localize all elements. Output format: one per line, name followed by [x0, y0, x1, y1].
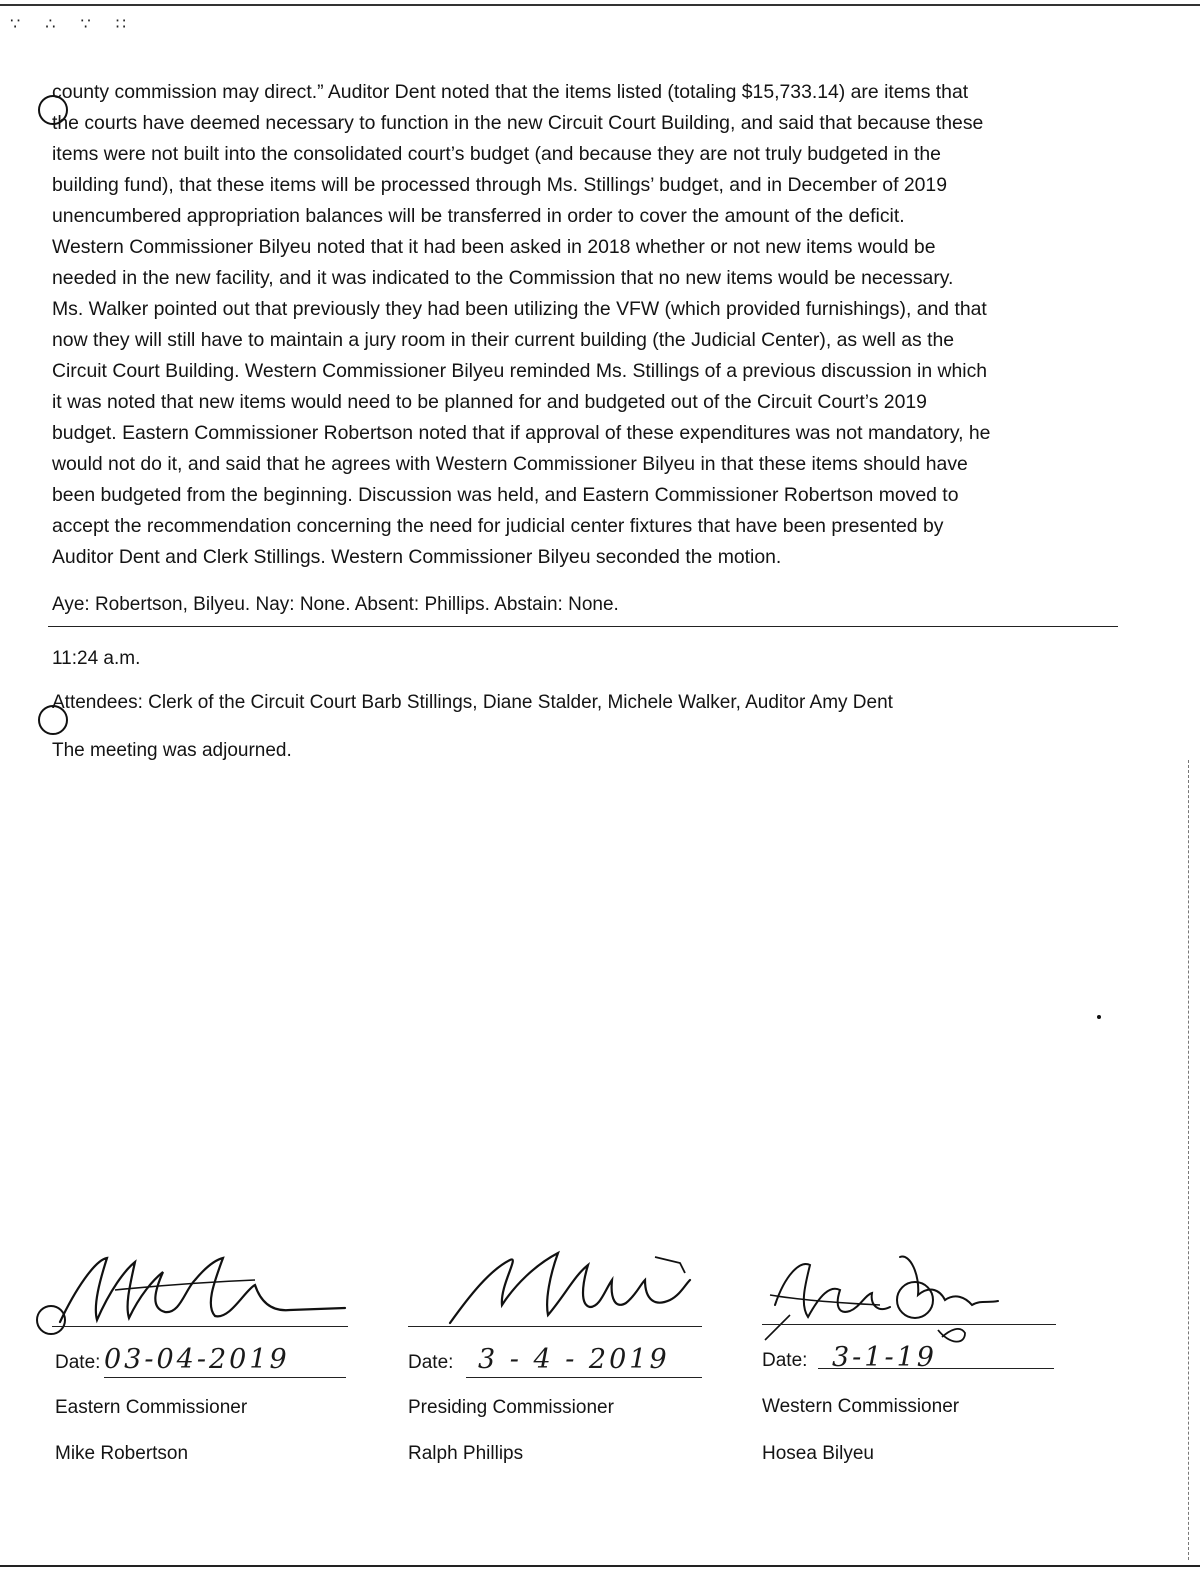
handwritten-date: 03-04-2019 [104, 1344, 290, 1375]
paragraph-line: unencumbered appropriation balances will be transferred in order to cover the amount of the deficit. [52, 205, 905, 227]
top-border [0, 4, 1200, 6]
signer-name: Hosea Bilyeu [762, 1443, 874, 1464]
stray-dot [1097, 1015, 1101, 1019]
paragraph-line: Auditor Dent and Clerk Stillings. Western Commissioner Bilyeu seconded the motion. [52, 546, 782, 568]
attendees-list: Attendees: Clerk of the Circuit Court Barb Stillings, Diane Stalder, Michele Walker, Auditor Amy Dent [52, 692, 893, 713]
paragraph-line: budget. Eastern Commissioner Robertson noted that if approval of these expenditures was not mandatory, he [52, 422, 991, 444]
paragraph-line: would not do it, and said that he agrees with Western Commissioner Bilyeu in that these items should have [52, 453, 968, 475]
signer-title: Western Commissioner [762, 1396, 960, 1417]
date-line [104, 1377, 346, 1378]
signature-line [408, 1326, 702, 1327]
paragraph-line: county commission may direct.” Auditor Dent noted that the items listed (totaling $15,733.14) are items that [52, 81, 969, 103]
vote-record: Aye: Robertson, Bilyeu. Nay: None. Absent: Phillips. Abstain: None. [52, 594, 619, 615]
paragraph-line: it was noted that new items would need to be planned for and budgeted out of the Circuit Court’s 2019 [52, 391, 927, 413]
paragraph-line: Circuit Court Building. Western Commissioner Bilyeu reminded Ms. Stillings of a previous discussion in which [52, 360, 988, 382]
date-line [466, 1377, 702, 1378]
page-edge-dashes [1188, 760, 1189, 1560]
paragraph-line: needed in the new facility, and it was indicated to the Commission that no new items would be necessary. [52, 267, 954, 289]
paragraph-line: Ms. Walker pointed out that previously they had been utilizing the VFW (which provided furnishings), and that [52, 298, 987, 320]
date-label: Date: [762, 1350, 808, 1371]
adjournment-note: The meeting was adjourned. [52, 740, 292, 761]
paragraph-line: the courts have deemed necessary to function in the new Circuit Court Building, and said that because these [52, 112, 984, 134]
date-label: Date: [408, 1352, 454, 1373]
paragraph-line: accept the recommendation concerning the need for judicial center fixtures that have been presented by [52, 515, 944, 537]
signer-title: Presiding Commissioner [408, 1397, 614, 1418]
date-line [818, 1368, 1054, 1369]
meeting-time: 11:24 a.m. [52, 648, 141, 669]
paragraph-line: now they will still have to maintain a jury room in their current building (the Judicial Center), as well as the [52, 329, 955, 351]
signature-phillips [440, 1245, 710, 1330]
minutes-paragraph [52, 77, 1120, 573]
signer-name: Mike Robertson [55, 1443, 189, 1464]
signer-title: Eastern Commissioner [55, 1397, 248, 1418]
paragraph-line: been budgeted from the beginning. Discussion was held, and Eastern Commissioner Robertson moved to [52, 484, 959, 506]
header-scan-marks: ∵ ∴ ∵ ∷ [10, 14, 136, 33]
paragraph-line: items were not built into the consolidated court’s budget (and because they are not truly budgeted in the [52, 143, 941, 165]
bottom-border [0, 1565, 1200, 1567]
signature-line [762, 1324, 1056, 1325]
signature-robertson [55, 1250, 355, 1330]
handwritten-date: 3 - 4 - 2019 [478, 1344, 670, 1375]
signature-line [52, 1326, 348, 1327]
signature-bilyeu [760, 1245, 1020, 1355]
date-label: Date: [55, 1352, 101, 1373]
paragraph-line: building fund), that these items will be processed through Ms. Stillings’ budget, and in December of 2019 [52, 174, 947, 196]
signer-name: Ralph Phillips [408, 1443, 524, 1464]
handwritten-date: 3-1-19 [832, 1342, 937, 1373]
paragraph-line: Western Commissioner Bilyeu noted that it had been asked in 2018 whether or not new items would be [52, 236, 936, 258]
section-divider [48, 626, 1118, 627]
